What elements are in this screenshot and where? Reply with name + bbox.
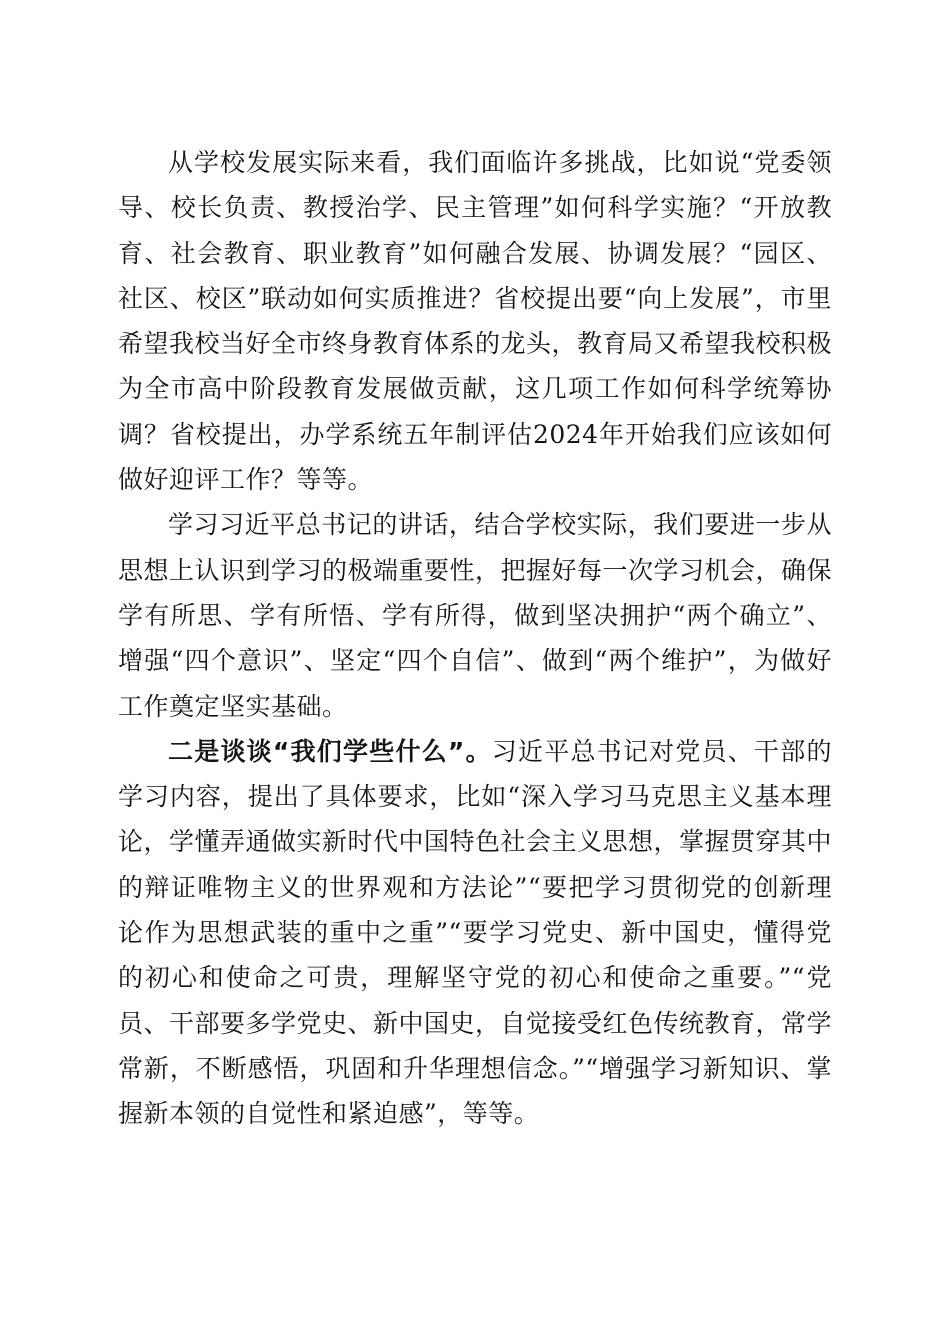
paragraph-1: [118, 140, 832, 502]
paragraph-1-text: 从学校发展实际来看，我们面临许多挑战，比如说“党委领导、校长负责、教授治学、民主管理”如何科学实施？“开放教育、社会教育、职业教育”如何融合发展、协调发展？“园区、社区、校区”联动如何实质推进？省校提出要“向上发展”，市里希望我校当好全市终身教育体系的龙头，教育局又希望我校积极为全市高中阶段教育发展做贡献，这几项工作如何科学统筹协调？省校提出，办学系统五年制评估2024年开始我们应该如何做好迎评工作？等等。: [118, 148, 833, 495]
document-body: [118, 140, 832, 1137]
paragraph-2-text: 学习习近平总书记的讲话，结合学校实际，我们要进一步从思想上认识到学习的极端重要性，把握好每一次学习机会，确保学有所思、学有所悟、学有所得，做到坚决拥护“两个确立”、增强“四个意识”、坚定“四个自信”、做到“两个维护”，为做好工作奠定坚实基础。: [118, 510, 833, 721]
paragraph-3-text: 习近平总书记对党员、干部的学习内容，提出了具体要求，比如“深入学习马克思主义基本理论，学懂弄通做实新时代中国特色社会主义思想，掌握贯穿其中的辩证唯物主义的世界观和方法论”“要把学习贯彻党的创新理论作为思想武装的重中之重”“要学习党史、新中国史，懂得党的初心和使命之可贵，理解坚守党的初心和使命之重要。”“党员、干部要多学党史、新中国史，自觉接受红色传统教育，常学常新，不断感悟，巩固和升华理想信念。”“增强学习新知识、掌握新本领的自觉性和紧迫感”，等等。: [118, 736, 833, 1129]
paragraph-3-heading: 二是谈谈“我们学些什么”。: [168, 736, 492, 766]
paragraph-2: [118, 502, 832, 728]
paragraph-3: [118, 729, 832, 1137]
